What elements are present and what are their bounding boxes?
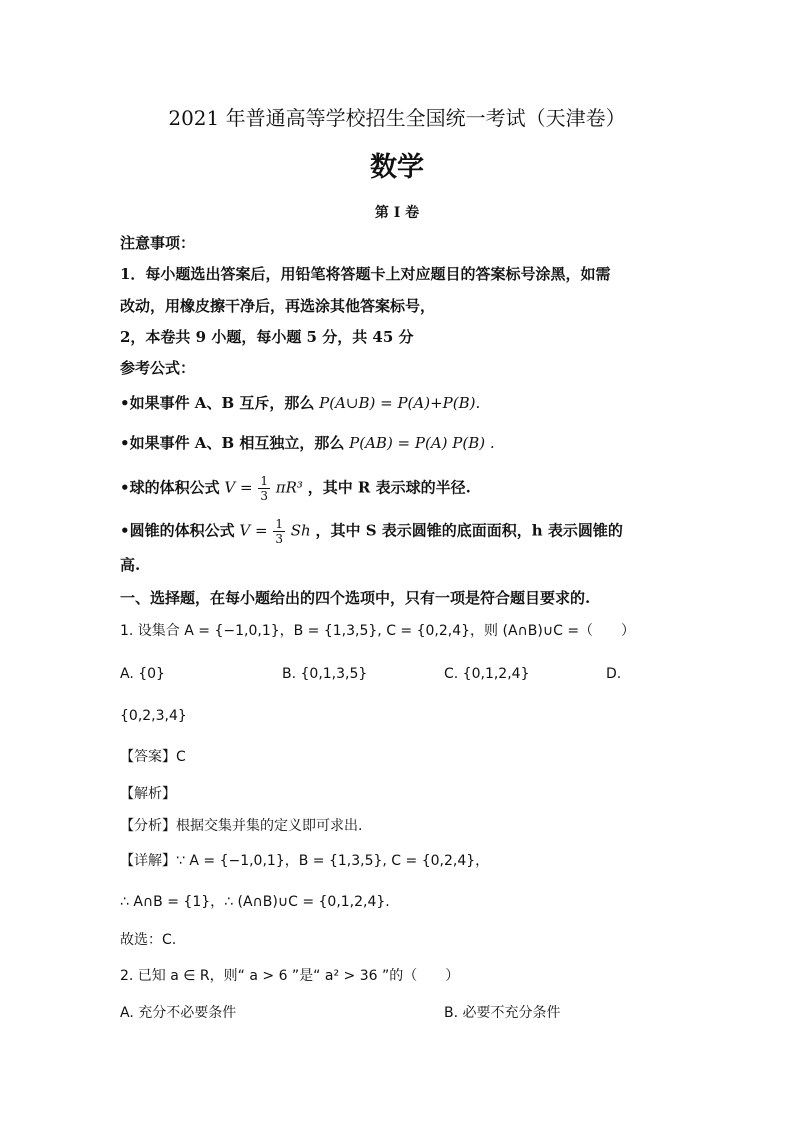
formula-4-text: •圆锥的体积公式 <box>120 521 235 540</box>
formula-3-fraction <box>258 474 270 503</box>
formula-4-numerator: 1 <box>275 517 283 531</box>
question-1-option-d-value: {0,2,3,4} <box>120 708 187 724</box>
question-1-option-d: D. <box>606 666 622 682</box>
question-1-option-a: A. {0} <box>120 666 165 682</box>
question-2-stem: 2. 已知 a ∈ R，则“ a > 6 ”是“ a² > 36 ”的（ ） <box>120 968 460 984</box>
formula-4-denominator: 3 <box>275 532 283 546</box>
question-1-detail-2: ∴ A∩B = {1}，∴ (A∩B)∪C = {0,1,2,4}. <box>120 894 390 910</box>
question-2-option-a: A. 充分不必要条件 <box>120 1005 237 1021</box>
notes-item-1-cont: 改动，用橡皮擦干净后，再选涂其他答案标号， <box>120 297 436 315</box>
formula-3-numerator: 1 <box>260 474 268 488</box>
notes-heading: 注意事项： <box>120 234 196 252</box>
section-1-heading: 一、选择题，在每小题给出的四个选项中，只有一项是符合题目要求的. <box>120 589 591 607</box>
formula-3 <box>120 474 471 503</box>
formula-4 <box>120 517 623 546</box>
formula-2-text: •如果事件 A、B 相互独立，那么 <box>120 434 345 452</box>
formula-2-math: P(AB) = P(A) P(B) . <box>349 434 495 452</box>
question-1-choice: 故选：C. <box>120 932 177 948</box>
formula-4-fraction <box>273 517 285 546</box>
formula-4-tail-cont: 高. <box>120 556 141 574</box>
formula-3-tail: ，其中 R 表示球的半径. <box>307 478 471 497</box>
question-1-stem: 1. 设集合 A = {−1,0,1}，B = {1,3,5}, C = {0,2,4}，则 (A∩B)∪C =（ ） <box>120 623 636 639</box>
formula-1 <box>120 393 480 413</box>
formula-4-tail: ，其中 S 表示圆锥的底面面积，h 表示圆锥的 <box>315 521 623 540</box>
formula-3-lhs: V = <box>224 478 253 497</box>
formula-1-text: •如果事件 A、B 互斥，那么 <box>120 394 315 412</box>
question-1-analysis-heading: 【解析】 <box>120 786 176 802</box>
formula-3-rhs: πR³ <box>275 478 303 497</box>
formula-4-rhs: Sh <box>290 521 311 540</box>
question-1-detail-1: 【详解】∵ A = {−1,0,1}，B = {1,3,5}, C = {0,2,4}， <box>120 853 490 869</box>
formula-3-denominator: 3 <box>260 489 268 503</box>
subject-title: 数学 <box>370 152 424 183</box>
question-1-option-b: B. {0,1,3,5} <box>282 666 368 682</box>
volume-label: 第 I 卷 <box>374 205 420 221</box>
question-1-analysis: 【分析】根据交集并集的定义即可求出. <box>120 818 363 834</box>
question-2-option-b: B. 必要不充分条件 <box>444 1005 561 1021</box>
notes-item-1: 1．每小题选出答案后，用铅笔将答题卡上对应题目的答案标号涂黑，如需 <box>120 265 611 283</box>
formula-1-math: P(A∪B) = P(A)+P(B). <box>319 394 481 412</box>
formulas-heading: 参考公式： <box>120 359 196 377</box>
formula-3-text: •球的体积公式 <box>120 478 220 497</box>
notes-item-2: 2，本卷共 9 小题，每小题 5 分，共 45 分 <box>120 328 414 346</box>
question-1-answer: 【答案】C <box>120 749 186 765</box>
formula-2 <box>120 433 495 453</box>
question-1-option-c: C. {0,1,2,4} <box>444 666 530 682</box>
formula-4-lhs: V = <box>239 521 268 540</box>
exam-title: 2021 年普通高等学校招生全国统一考试（天津卷） <box>168 106 626 130</box>
